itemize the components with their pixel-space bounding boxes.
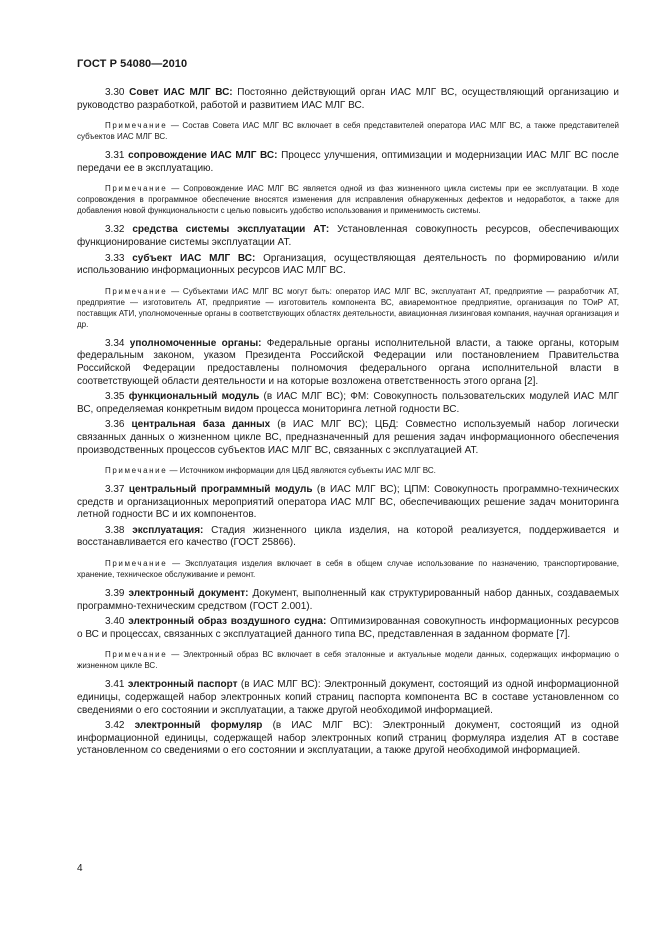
note-paragraph (77, 465, 619, 476)
definition-text: Федеральные органы исполнительной власти, а также органы, которым федеральным законом, указом Президента Российской Федерации или постановлением Правительства Российской Федерации предоставлены полномочия федерального органа исполнительной власти в соответствующей области деятельности и на которые возложена ответственность этого органа [2]. (77, 337, 619, 387)
note-paragraph (77, 120, 619, 142)
note-text: — Состав Совета ИАС МЛГ ВС включает в себя представителей оператора ИАС МЛГ ВС, а также представителей субъектов ИАС МЛГ ВС. (77, 121, 619, 142)
definition-text: Оптимизированная совокупность информационных ресурсов о ВС и процессах, связанных с эксплуатацией данного типа ВС, представленная в заданном формате [7]. (77, 616, 619, 640)
definition-3-42 (77, 720, 619, 758)
note-text: — Субъектами ИАС МЛГ ВС могут быть: оператор ИАС МЛГ ВС, эксплуатант АТ, предприятие — разработчик АТ, предприятие — изготовитель АТ, предприятие — изготовитель компонента ВС, авиаремонтное предприятие, организация по ТОиР АТ, поставщик АТИ, уполномоченные органы в соответствующих областях деятельности, авиационная лизинговая компания, научная организация и др. (77, 286, 619, 329)
definition-number: 3.41 (105, 679, 128, 691)
definition-3-38 (77, 525, 619, 550)
definition-3-33 (77, 253, 619, 278)
definition-number: 3.34 (105, 337, 130, 349)
note-label: Примечание (105, 184, 168, 194)
definition-term: Совет ИАС МЛГ ВС: (129, 87, 233, 98)
definition-qualifier: (в ИАС МЛГ ВС): (237, 679, 321, 691)
definition-3-40 (77, 616, 619, 641)
definition-term: электронный паспорт (127, 679, 238, 691)
note-label: Примечание (105, 650, 168, 660)
note-label: Примечание (105, 286, 168, 296)
note-paragraph (77, 649, 619, 671)
document-header: ГОСТ Р 54080—2010 (77, 58, 188, 70)
note-paragraph (77, 183, 619, 216)
note-text: — Сопровождение ИАС МЛГ ВС является одной из фаз жизненного цикла системы при ее эксплуатации. В ходе сопровождения в программное обеспечение вносятся изменения для исправления обнаруженных дефектов и недоработок, а также для добавления новой функциональности с целью повысить удобство использования и применимость системы. (77, 184, 619, 216)
note-text: — Электронный образ ВС включает в себя эталонные и актуальные модели данных, содержащих информацию о жизненном цикле ВС. (77, 650, 619, 671)
definition-text: Процесс улучшения, оптимизации и модернизации ИАС МЛГ ВС после передачи ее в эксплуатацию. (77, 150, 619, 174)
definition-term: центральная база данных (131, 419, 271, 431)
page-number: 4 (77, 863, 83, 874)
definition-text: ЦПМ: Совокупность программно-технических средств и организационных мероприятий оператора ИАС МЛГ ВС, обеспечивающих решение задач мониторинга летной годности ВС и их компонентов. (77, 484, 619, 521)
note-label: Примечание (105, 559, 168, 569)
note-label: Примечание (105, 466, 168, 476)
definition-term: электронный образ воздушного судна: (128, 616, 327, 628)
definition-number: 3.36 (105, 419, 132, 431)
definition-qualifier: (в ИАС МЛГ ВС); (270, 419, 368, 431)
definition-term: центральный программный модуль (128, 484, 313, 496)
definition-term: уполномоченные органы: (129, 337, 262, 349)
document-body (77, 87, 619, 758)
definition-3-34 (77, 338, 619, 388)
definition-number: 3.40 (105, 616, 129, 628)
definition-text: ЦБД: Совместно используемый набор логически связанных данных о жизненном цикле ВС, предназначенный для решения задач информационного обеспечения производственных процессов субъектов ИАС МЛГ ВС, связанных с эксплуатацией АТ. (77, 419, 619, 456)
note-paragraph (77, 286, 619, 330)
definition-3-35 (77, 391, 619, 416)
definition-qualifier: (в ИАС МЛГ ВС); (312, 484, 400, 496)
definition-text: Организация, осуществляющая деятельность по формированию и/или использованию информационных ресурсов ИАС МЛГ ВС. (77, 252, 619, 277)
definition-number: 3.31 (105, 150, 129, 162)
definition-number: 3.35 (105, 391, 129, 403)
note-label: Примечание (105, 121, 168, 131)
definition-number: 3.30 (105, 87, 130, 98)
definition-number: 3.37 (105, 484, 129, 496)
definition-term: эксплуатация: (132, 524, 204, 536)
definition-3-39 (77, 588, 619, 613)
definition-text: Электронный документ, состоящий из одной информационной единицы, содержащей набор электронных копий страниц формуляра изделия АТ в составе установленном со сведениями о его состоянии и эксплуатации, а также другой необходимой информацией. (77, 720, 620, 757)
definition-text: Установленная совокупность ресурсов, обеспечивающих функционирование системы эксплуатации АТ. (77, 224, 619, 248)
definition-number: 3.38 (105, 524, 133, 536)
definition-text: Постоянно действующий орган ИАС МЛГ ВС, осуществляющий организацию и руководство разработкой, работой и развитием ИАС МЛГ ВС. (77, 87, 619, 111)
definition-3-41 (77, 679, 619, 717)
definition-term: средства системы эксплуатации АТ: (132, 224, 330, 236)
definition-term: электронный формуляр (134, 720, 263, 732)
document-page (77, 58, 619, 761)
definition-qualifier: (в ИАС МЛГ ВС); (259, 391, 346, 403)
definition-3-30 (77, 87, 619, 112)
definition-term: функциональный модуль (128, 391, 260, 403)
definition-number: 3.32 (105, 224, 133, 236)
definition-term: сопровождение ИАС МЛГ ВС: (128, 150, 278, 162)
note-text: — Эксплуатация изделия включает в себя в общем случае использование по назначению, транспортирование, хранение, техническое обслуживание и ремонт. (77, 559, 619, 580)
definition-3-37 (77, 484, 619, 522)
definition-3-36 (77, 419, 619, 457)
definition-number: 3.39 (105, 588, 129, 600)
definition-text: Стадия жизненного цикла изделия, на которой реализуется, поддерживается и восстанавливается его качество (ГОСТ 25866). (77, 524, 619, 549)
definition-qualifier: (в ИАС МЛГ ВС): (262, 720, 373, 732)
note-text: — Источником информации для ЦБД являются субъекты ИАС МЛГ ВС. (167, 466, 436, 476)
definition-text: ФМ: Совокупность пользовательских модулей ИАС МЛГ ВС, определяемая конкретным видом процесса мониторинга летной годности ВС. (77, 391, 619, 415)
definition-3-31 (77, 150, 619, 175)
definition-number: 3.42 (105, 720, 135, 732)
definition-term: электронный документ: (128, 588, 249, 600)
definition-text: Документ, выполненный как структурированный набор данных, создаваемых программно-техническим средством (ГОСТ 2.001). (77, 588, 619, 612)
definition-text: Электронный документ, состоящий из одной информационной единицы, содержащей набор электронных копий страниц паспорта компонента ВС в составе установленном со сведениями о его состоянии и эксплуатации, а также другой необходимой информацией. (77, 679, 619, 716)
definition-term: субъект ИАС МЛГ ВС: (132, 252, 256, 264)
note-paragraph (77, 558, 619, 580)
definition-3-32 (77, 224, 619, 249)
definition-number: 3.33 (105, 252, 133, 264)
